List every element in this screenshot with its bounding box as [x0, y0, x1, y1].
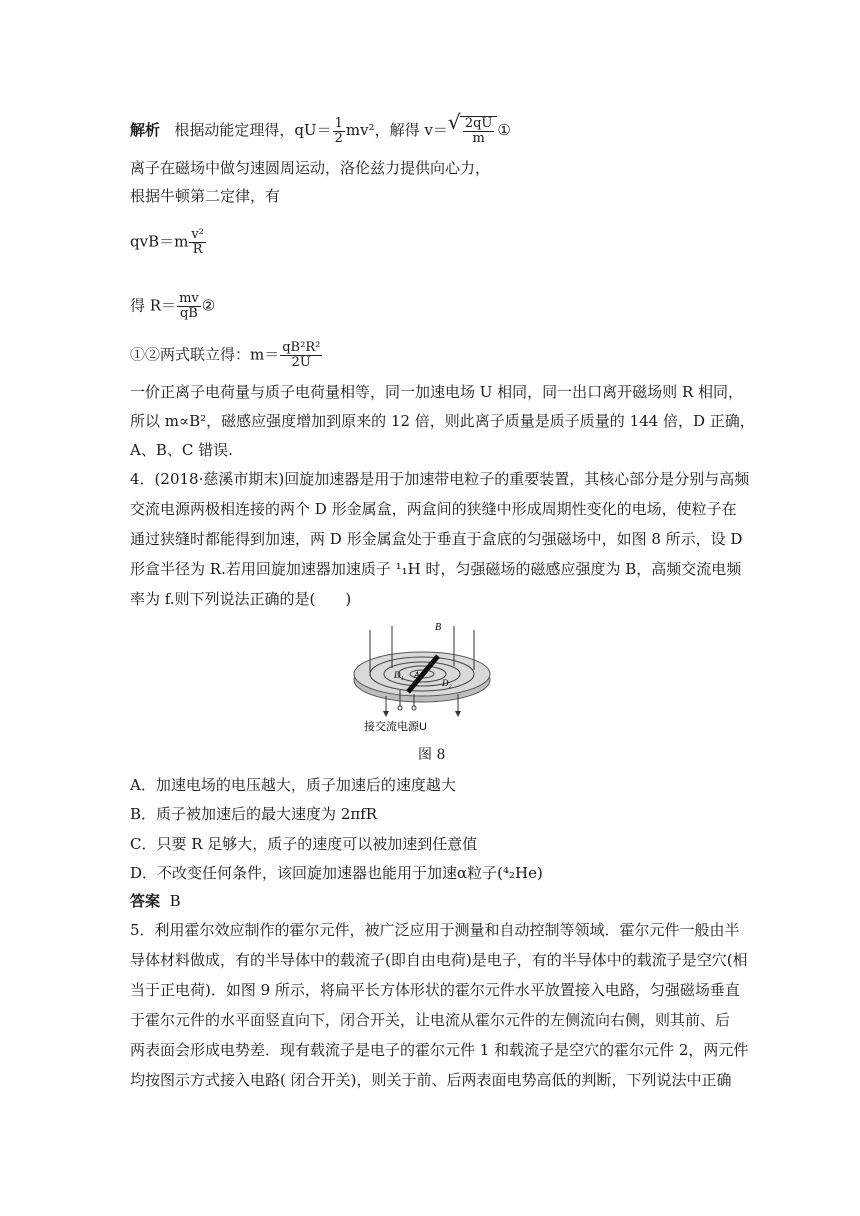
q5-line-6: 均按图示方式接入电路( 闭合开关)，则关于前、后两表面电势高低的判断，下列说法中正确: [130, 1071, 732, 1089]
analysis-para-1: 一价正离子电荷量与质子电荷量相等，同一加速电场 U 相同，同一出口离开磁场则 R 相同，: [130, 383, 744, 401]
label-ac-source: 接交流电源U: [364, 721, 427, 733]
cyclotron-figure: [350, 618, 500, 736]
equation-1: qvB＝m $\frac{\text{v²}}{R}$: [130, 227, 204, 257]
label-d2: D₂: [442, 678, 452, 688]
analysis-para-3: A、B、C 错误.: [130, 441, 233, 459]
q4-line-1: 4．(2018·慈溪市期末)回旋加速器是用于加速带电粒子的重要装置，其核心部分是分别与高频: [130, 470, 750, 488]
label-a: A: [414, 670, 420, 680]
q4-option-d: D．不改变任何条件，该回旋加速器也能用于加速α粒子(⁴₂He): [130, 864, 543, 882]
q4-line-3: 通过狭缝时都能得到加速，两 D 形金属盒处于垂直于盒底的匀强磁场中，如图 8 所示，设 D: [130, 530, 743, 548]
q4-option-c: C．只要 R 足够大，质子的速度可以被加速到任意值: [130, 835, 478, 853]
equation-2: 得 R＝ $\frac{mv}{qB}$ ②: [130, 291, 216, 321]
sqrt-expression: √ $\frac{2qU}{m}$: [448, 116, 498, 146]
answer-label: 答案: [130, 892, 161, 910]
analysis-line-1: [130, 110, 511, 146]
q5-line-5: 两表面会形成电势差．现有载流子是电子的霍尔元件 1 和载流子是空穴的霍尔元件 2，两元件: [130, 1041, 749, 1059]
q5-line-1: 5．利用霍尔效应制作的霍尔元件，被广泛应用于测量和自动控制等领域．霍尔元件一般由半: [130, 921, 740, 939]
answer-value: B: [169, 892, 181, 910]
analysis-text-1b: mv²，解得 v＝: [345, 121, 448, 139]
analysis-line-3: 根据牛顿第二定律，有: [130, 187, 281, 205]
q5-line-4: 于霍尔元件的水平面竖直向下，闭合开关，让电流从霍尔元件的左侧流向右侧，则其前、后: [130, 1011, 731, 1029]
analysis-text-1: 根据动能定理得，qU＝: [174, 121, 332, 139]
label-b: B: [435, 622, 442, 633]
label-d1: D₁: [394, 670, 404, 680]
q4-option-b: B．质子被加速后的最大速度为 2πfR: [130, 805, 378, 823]
fraction-one-half: $\frac{1}{2}$: [334, 115, 343, 146]
q5-line-2: 导体材料做成，有的半导体中的载流子(即自由电荷)是电子，有的半导体中的载流子是空穴(相: [130, 951, 748, 969]
q4-option-a: A．加速电场的电压越大，质子加速后的速度越大: [130, 776, 456, 794]
analysis-label: 解析: [130, 121, 161, 139]
equation-mark-1: ①: [497, 121, 511, 139]
q5-line-3: 当于正电荷)．如图 9 所示，将扁平长方体形状的霍尔元件水平放置接入电路，匀强磁场垂直: [130, 981, 740, 999]
q4-answer: [130, 891, 181, 911]
q4-line-5: 率为 f.则下列说法正确的是( ): [130, 590, 352, 608]
q4-line-4: 形盒半径为 R.若用回旋加速器加速质子 ¹₁H 时，匀强磁场的磁感应强度为 B，高频交流电频: [130, 560, 742, 578]
equation-3: ①②两式联立得：m＝ $\frac{\text{qB²R²}}{2U}$: [130, 340, 321, 370]
analysis-line-2: 离子在磁场中做匀速圆周运动，洛伦兹力提供向心力，: [130, 159, 491, 177]
q4-line-2: 交流电源两极相连接的两个 D 形金属盒，两盒间的狭缝中形成周期性变化的电场，使粒子在: [130, 500, 737, 518]
figure-caption: 图 8: [418, 747, 446, 763]
analysis-para-2: 所以 m∝B²，磁感应强度增加到原来的 12 倍，则此离子质量是质子质量的 144 倍，D 正确，: [130, 412, 755, 430]
